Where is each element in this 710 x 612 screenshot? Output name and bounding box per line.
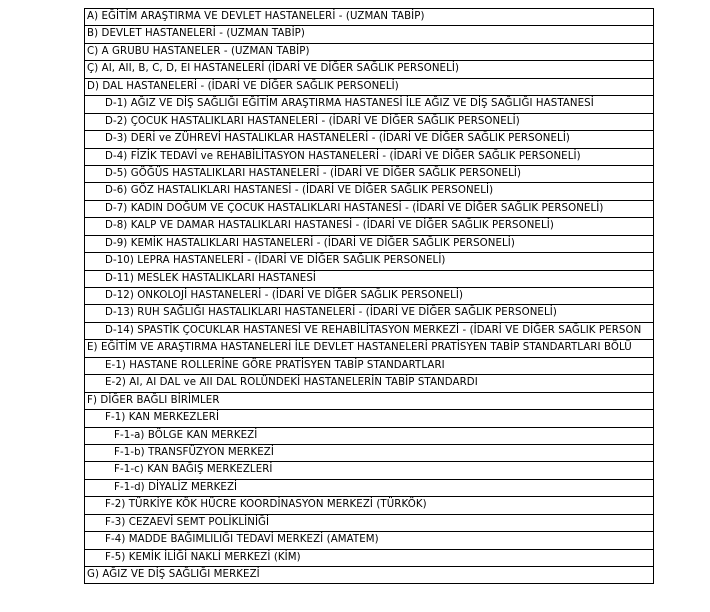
toc-row[interactable]: F-1-d) DİYALİZ MERKEZİ [85, 480, 653, 497]
toc-row[interactable]: D-10) LEPRA HASTANELERİ - (İDARİ VE DİĞER SAĞLIK PERSONELİ) [85, 253, 653, 270]
toc-row[interactable]: D-2) ÇOCUK HASTALIKLARI HASTANELERİ - (İDARİ VE DİĞER SAĞLIK PERSONELİ) [85, 114, 653, 131]
toc-row[interactable]: D-9) KEMİK HASTALIKLARI HASTANELERİ - (İDARİ VE DİĞER SAĞLIK PERSONELİ) [85, 236, 653, 253]
toc-row[interactable]: E) EĞİTİM VE ARAŞTIRMA HASTANELERİ İLE DEVLET HASTANELERİ PRATİSYEN TABİP STANDARTLARI BÖLÜ [85, 340, 653, 357]
toc-row[interactable]: D) DAL HASTANELERİ - (İDARİ VE DİĞER SAĞLIK PERSONELİ) [85, 79, 653, 96]
toc-row[interactable]: F-5) KEMİK İLİĞİ NAKLİ MERKEZİ (KİM) [85, 550, 653, 567]
toc-row[interactable]: F-1-c) KAN BAĞIŞ MERKEZLERİ [85, 462, 653, 479]
toc-row[interactable]: E-1) HASTANE ROLLERİNE GÖRE PRATİSYEN TABİP STANDARTLARI [85, 358, 653, 375]
toc-row[interactable]: F-1-a) BÖLGE KAN MERKEZİ [85, 428, 653, 445]
toc-row[interactable]: D-13) RUH SAĞLIĞI HASTALIKLARI HASTANELERİ - (İDARİ VE DİĞER SAĞLIK PERSONELİ) [85, 305, 653, 322]
toc-row[interactable]: F-1) KAN MERKEZLERİ [85, 410, 653, 427]
toc-row[interactable]: D-5) GÖĞÜS HASTALIKLARI HASTANELERİ - (İDARİ VE DİĞER SAĞLIK PERSONELİ) [85, 166, 653, 183]
table-of-contents [84, 8, 654, 584]
toc-row[interactable]: D-6) GÖZ HASTALIKLARI HASTANESİ - (İDARİ VE DİĞER SAĞLIK PERSONELİ) [85, 183, 653, 200]
toc-row[interactable]: D-12) ONKOLOJİ HASTANELERİ - (İDARİ VE DİĞER SAĞLIK PERSONELİ) [85, 288, 653, 305]
toc-row[interactable]: D-1) AĞIZ VE DİŞ SAĞLIĞI EĞİTİM ARAŞTIRMA HASTANESİ İLE AĞIZ VE DİŞ SAĞLIĞI HASTANESİ [85, 96, 653, 113]
toc-row[interactable]: G) AĞIZ VE DİŞ SAĞLIĞI MERKEZİ [85, 567, 653, 584]
toc-row[interactable]: Ç) AI, AII, B, C, D, EI HASTANELERİ (İDARİ VE DİĞER SAĞLIK PERSONELİ) [85, 61, 653, 78]
toc-row[interactable]: D-7) KADIN DOĞUM VE ÇOCUK HASTALIKLARI HASTANESİ - (İDARİ VE DİĞER SAĞLIK PERSONELİ) [85, 201, 653, 218]
toc-row[interactable]: D-14) SPASTİK ÇOCUKLAR HASTANESİ VE REHABİLİTASYON MERKEZİ - (İDARİ VE DİĞER SAĞLIK PERSON [85, 323, 653, 340]
toc-row[interactable]: B) DEVLET HASTANELERİ - (UZMAN TABİP) [85, 26, 653, 43]
toc-row[interactable]: D-8) KALP VE DAMAR HASTALIKLARI HASTANESİ - (İDARİ VE DİĞER SAĞLIK PERSONELİ) [85, 218, 653, 235]
toc-row[interactable]: D-11) MESLEK HASTALIKLARI HASTANESİ [85, 271, 653, 288]
toc-row[interactable]: F-3) CEZAEVİ SEMT POLİKLİNİĞİ [85, 515, 653, 532]
toc-row[interactable]: F) DİĞER BAĞLI BİRİMLER [85, 393, 653, 410]
toc-row[interactable]: A) EĞİTİM ARAŞTIRMA VE DEVLET HASTANELERİ - (UZMAN TABİP) [85, 9, 653, 26]
toc-row[interactable]: E-2) AI, AI DAL ve AII DAL ROLÜNDEKİ HASTANELERİN TABİP STANDARDI [85, 375, 653, 392]
toc-row[interactable]: F-2) TÜRKİYE KÖK HÜCRE KOORDİNASYON MERKEZİ (TÜRKÖK) [85, 497, 653, 514]
toc-row[interactable]: C) A GRUBU HASTANELER - (UZMAN TABİP) [85, 44, 653, 61]
toc-row[interactable]: F-4) MADDE BAĞIMLILIĞI TEDAVİ MERKEZİ (AMATEM) [85, 532, 653, 549]
toc-row[interactable]: D-4) FİZİK TEDAVİ ve REHABİLİTASYON HASTANELERİ - (İDARİ VE DİĞER SAĞLIK PERSONELİ) [85, 149, 653, 166]
toc-row[interactable]: D-3) DERİ ve ZÜHREVİ HASTALIKLAR HASTANELERİ - (İDARİ VE DİĞER SAĞLIK PERSONELİ) [85, 131, 653, 148]
toc-row[interactable]: F-1-b) TRANSFÜZYON MERKEZİ [85, 445, 653, 462]
